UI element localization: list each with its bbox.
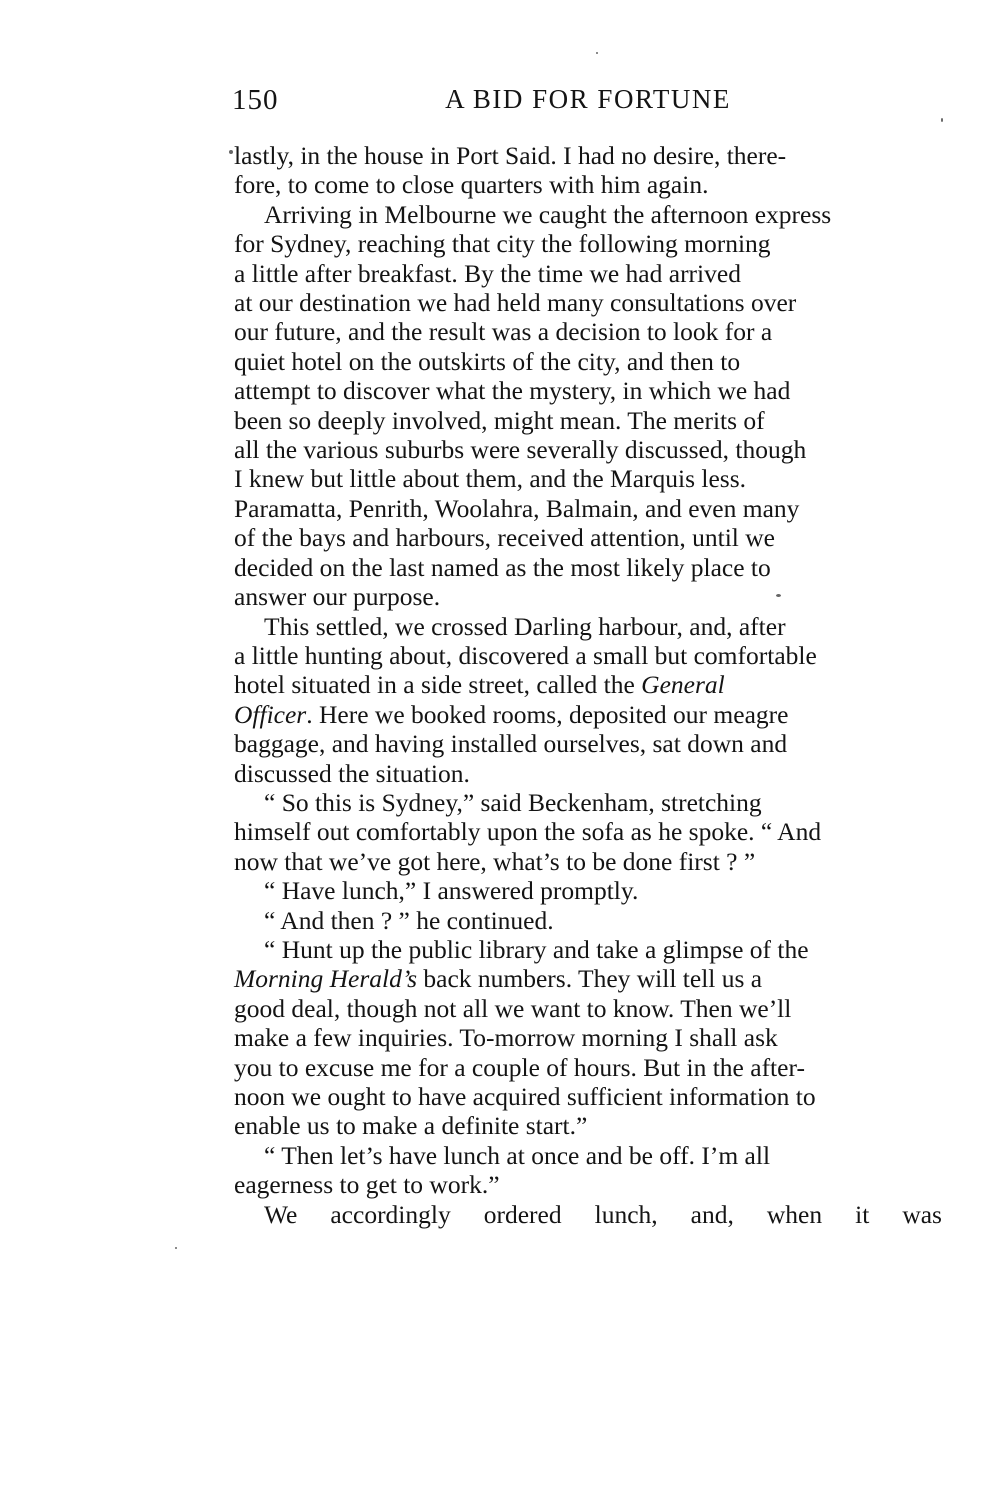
paragraph (234, 876, 942, 905)
text-line: noon we ought to have acquired sufficient information to (234, 1082, 816, 1111)
paragraph (234, 612, 942, 788)
text-line: I knew but little about them, and the Marquis less. (234, 464, 747, 494)
text-line: a little hunting about, discovered a small but comfortable (234, 640, 817, 670)
page-number: 150 (232, 84, 279, 116)
scan-speck (941, 118, 943, 122)
text-line: answer our purpose. (234, 582, 441, 612)
text-line: make a few inquiries. To-morrow morning I shall ask (234, 1023, 778, 1053)
text-line: quiet hotel on the outskirts of the city, and then to (234, 346, 741, 376)
text-line: enable us to make a definite start.” (234, 1111, 588, 1141)
text-line: hotel situated in a side street, called the General (234, 670, 725, 700)
text-line: now that we’ve got here, what’s to be done first ? ” (234, 846, 756, 876)
paragraph (234, 141, 942, 200)
text-line: himself out comfortably upon the sofa as he spoke. “ And (234, 817, 822, 847)
text-line: decided on the last named as the most likely place to (234, 552, 771, 582)
text-line: been so deeply involved, might mean. The merits of (234, 405, 765, 435)
text-line: fore, to come to close quarters with him again. (234, 170, 709, 200)
italic-text: Officer (234, 699, 307, 729)
running-title: A BID FOR FORTUNE (445, 84, 731, 114)
text-line: our future, and the result was a decision to look for a (234, 317, 773, 347)
paragraph (234, 1141, 942, 1200)
text-line: “ Hunt up the public library and take a glimpse of the (264, 934, 809, 964)
text-line: Arriving in Melbourne we caught the afternoon express (264, 199, 832, 229)
paragraph (234, 1200, 942, 1229)
paragraph (234, 200, 942, 612)
text-line: discussed the situation. (234, 758, 470, 788)
paragraph (234, 935, 942, 1141)
page-header (232, 84, 944, 124)
scan-speck (175, 1247, 177, 1249)
text-line: all the various suburbs were severally discussed, though (234, 435, 807, 465)
paragraph (234, 788, 942, 876)
text-line: Paramatta, Penrith, Woolahra, Balmain, and even many (234, 493, 800, 523)
scan-speck (229, 150, 233, 154)
text-line: lastly, in the house in Port Said. I had no desire, there- (234, 141, 787, 170)
italic-text: General (641, 670, 725, 700)
text-line: “ And then ? ” he continued. (264, 905, 554, 935)
text-line: “ Then let’s have lunch at once and be off. I’m all (264, 1140, 771, 1170)
text-line: attempt to discover what the mystery, in which we had (234, 376, 791, 406)
text-line: for Sydney, reaching that city the following morning (234, 229, 771, 259)
text-line: “ Have lunch,” I answered promptly. (264, 876, 639, 906)
text-line: This settled, we crossed Darling harbour, and, after (264, 611, 786, 641)
text-line: of the bays and harbours, received attention, until we (234, 523, 775, 553)
text-line: “ So this is Sydney,” said Beckenham, stretching (264, 787, 762, 817)
text-line: good deal, though not all we want to know. Then we’ll (234, 993, 792, 1023)
scan-speck (596, 52, 598, 54)
text-line: a little after breakfast. By the time we had arrived (234, 258, 741, 288)
text-line: Morning Herald’s back numbers. They will tell us a (234, 964, 763, 994)
italic-text: Morning Herald’s (234, 964, 417, 994)
body-text (234, 141, 942, 1229)
text-line: We accordingly ordered lunch, and, when it was (264, 1199, 942, 1229)
text-line: at our destination we had held many consultations over (234, 288, 797, 318)
text-line: eagerness to get to work.” (234, 1170, 500, 1200)
text-line: you to excuse me for a couple of hours. But in the after- (234, 1052, 805, 1082)
text-line: baggage, and having installed ourselves, sat down and (234, 729, 788, 759)
scan-speck (776, 594, 781, 597)
text-line: Officer. Here we booked rooms, deposited our meagre (234, 699, 789, 729)
paragraph (234, 906, 942, 935)
